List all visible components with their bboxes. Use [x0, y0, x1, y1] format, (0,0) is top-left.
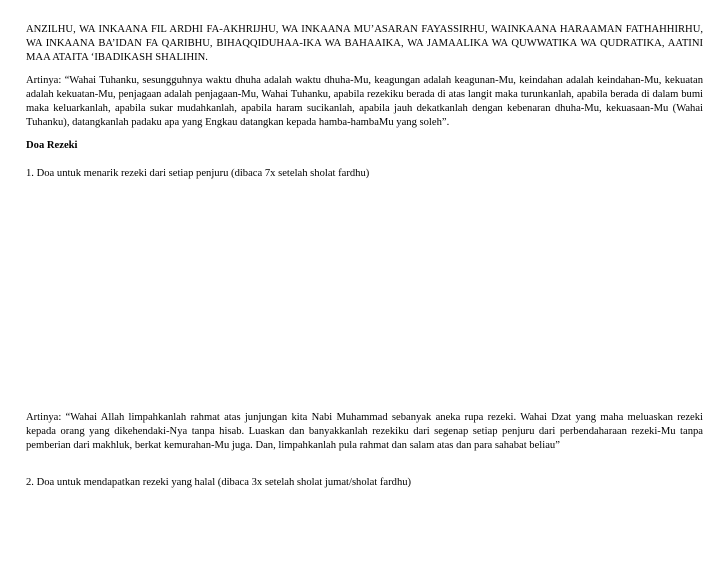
section-heading: Doa Rezeki: [26, 140, 78, 151]
document-page: [26, 0, 703, 563]
translation-paragraph-1: Artinya: “Wahai Tuhanku, sesungguhnya waktu dhuha adalah waktu dhuha-Mu, keagungan adalah keagunan-Mu, keindahan adalah keindahan-Mu, kekuatan adalah kekuatan-Mu, penjagaan adalah penjagaan-Mu, Wahai Tuhanku, apabila rezekiku berada di atas langit maka turunkanlah, apabila berada di dalam bumi maka keluarkanlah, apabila sukar mudahkanlah, apabila haram sucikanlah, apabila jauh dekatkanlah dengan kebenaran dhuha-Mu, kekuasaan-Mu (Wahai Tuhanku), datangkanlah padaku apa yang Engkau datangkan kepada hamba-hambaMu yang soleh”.: [26, 75, 703, 128]
translation-paragraph-2: Artinya: “Wahai Allah limpahkanlah rahmat atas junjungan kita Nabi Muhammad sebanyak aneka rupa rezeki. Wahai Dzat yang maha meluaskan rezeki kepada orang yang dikehendaki-Nya tanpa hisab. Luaskan dan banyakkanlah rezekiku dari segenap setiap penjuru dari perbendaharaan rezeki-Mu tanpa pemberian dari makhluk, berkat kemurahan-Mu juga. Dan, limpahkanlah pula rahmat dan salam atas dan para sahabat beliau”: [26, 412, 703, 451]
prayer-item-2: 2. Doa untuk mendapatkan rezeki yang halal (dibaca 3x setelah sholat jumat/sholat fardhu): [26, 477, 412, 488]
prayer-item-1: 1. Doa untuk menarik rezeki dari setiap penjuru (dibaca 7x setelah sholat fardhu): [26, 168, 370, 179]
arabic-transliteration-paragraph: ANZILHU, WA INKAANA FIL ARDHI FA-AKHRIJHU, WA INKAANA MU’ASARAN FAYASSIRHU, WAINKAANA HARAAMAN FATHAHHIRHU, WA INKAANA BA’IDAN FA QARIBHU, BIHAQQIDUHAA-IKA WA BAHAAIKA, WA JAMAALIKA WA QUWWATIKA WA QUDRATIKA, AATINI MAA ATAITA ‘IBADIKASH SHALIHIN.: [26, 24, 703, 63]
